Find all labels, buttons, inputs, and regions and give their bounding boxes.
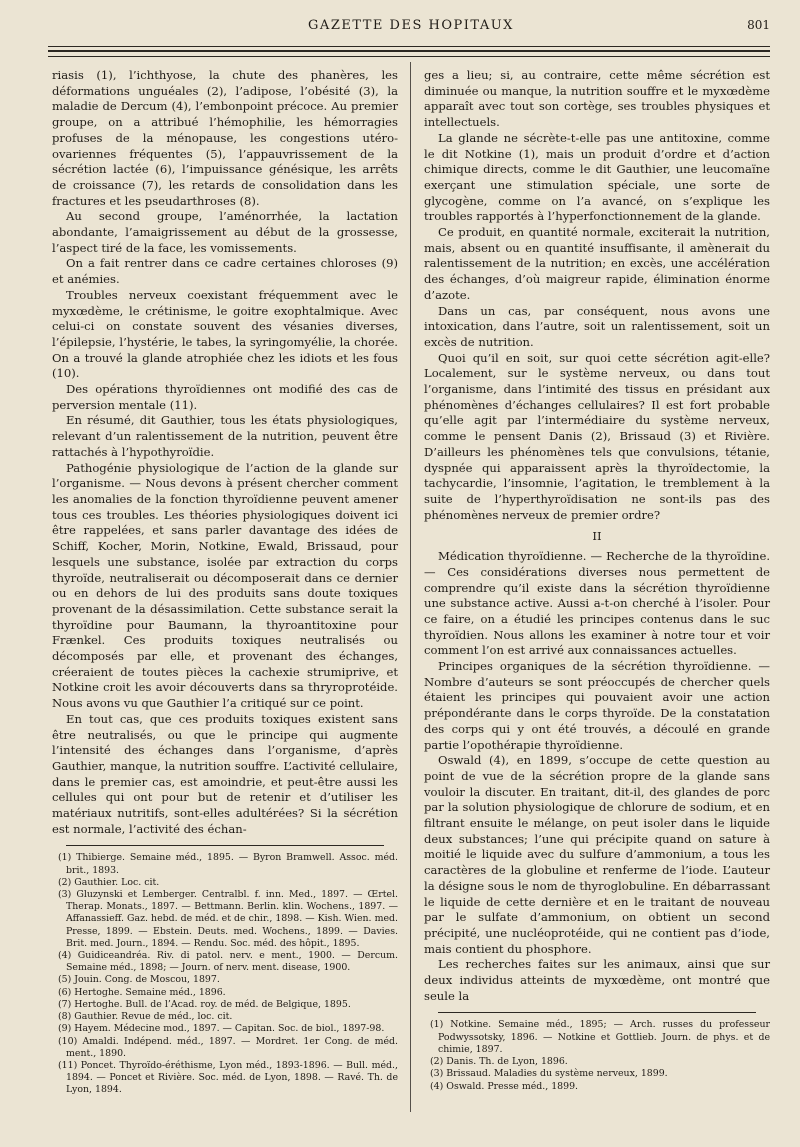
paragraph: En résumé, dit Gauthier, tous les états physiologiques, relevant d’un ralentissement de la nutrition, peuvent être rattachés à l’hypothyroïdie. xyxy=(52,413,398,459)
right-column xyxy=(424,68,770,1093)
paragraph: On a fait rentrer dans ce cadre certaines chloroses (9) et anémies. xyxy=(52,256,398,287)
footnote: (8) Gauthier. Revue de méd., loc. cit. xyxy=(58,1011,233,1023)
left-column xyxy=(52,68,398,1097)
column-separator xyxy=(410,62,411,1112)
footnote: (3) Gluzynski et Lemberger. Centralbl. f. inn. Med., 1897. — Œrtel. Therap. Monats., 1897. — Bettmann. Berlin. klin. Wochens., 1897. — Affanassieff. Gaz. hebd. de méd. et de chir., 1898. — Kish. Wien. med. Presse, 1899. — Ebstein. Deuts. med. Wochens., 1899. — Davies. Brit. med. Journ., 1894. — Rendu. Soc. méd. des hôpit., 1895. xyxy=(58,889,398,949)
section-number: II xyxy=(592,529,602,544)
paragraph: riasis (1), l’ichthyose, la chute des phanères, les déformations unguéales (2), l’adipose, l’obésité (3), la maladie de Dercum (4), l’embonpoint précoce. Au premier groupe, on a attribué l’hémophilie, les hémorragies profuses de la ménopause, les congestions utéro-ovariennes fréquentes (5), l’appauvrissement de la sécrétion lactée (6), l’impuissance génésique, les arrêts de croissance (7), les retards de consolidation dans les fractures et les pseudarthroses (8). xyxy=(52,68,398,208)
footnote: (1) Thibierge. Semaine méd., 1895. — Byron Bramwell. Assoc. méd. brit., 1893. xyxy=(58,852,398,876)
footnote: (4) Guidiceandréa. Riv. di patol. nerv. e ment., 1900. — Dercum. Semaine méd., 1898; — Journ. of nerv. ment. disease, 1900. xyxy=(58,950,398,974)
paragraph: Pathogénie physiologique de l’action de la glande sur l’organisme. — Nous devons à présent chercher comment les anomalies de la fonction thyroïdienne peuvent amener tous ces troubles. Les théories physiologiques doivent ici être rappelées, et sans parler davantage des idées de Schiff, Kocher, Morin, Notkine, Ewald, Brissaud, pour lesquels une substance, isolée par extraction du corps thyroïde, neutraliserait ou décomposerait dans ce dernier ou en dehors de lui des produits sans doute toxiques provenant de la désassimilation. Cette substance serait la thyroïdine pour Baumann, la thyroantitoxine pour Frænkel. Ces produits toxiques neutralisés ou décomposés par elle, et provenant des échanges, créeraient de toutes pièces la cachexie strumiprive, et Notkine croit les avoir découverts dans sa thryroprotéide. Nous avons vu que Gauthier l’a critiqué sur ce point. xyxy=(52,460,398,711)
paragraph: Dans un cas, par conséquent, nous avons une intoxication, dans l’autre, soit un ralentissement, soit un excès de nutrition. xyxy=(424,303,770,349)
footnote: (9) Hayem. Médecine mod., 1897. — Capitan. Soc. de biol., 1897-98. xyxy=(58,1023,385,1035)
footnote: (3) Brissaud. Maladies du système nerveux, 1899. xyxy=(430,1068,668,1080)
paragraph: ges a lieu; si, au contraire, cette même sécrétion est diminuée ou manque, la nutrition souffre et le myxœdème apparaît avec tout son cortège, ses troubles physiques et intellectuels. xyxy=(424,68,770,130)
footnote: (2) Danis. Th. de Lyon, 1896. xyxy=(430,1056,568,1068)
header-rule-thin xyxy=(48,46,770,47)
footnote: (7) Hertoghe. Bull. de l’Acad. roy. de méd. de Belgique, 1895. xyxy=(58,998,351,1010)
paragraph: Principes organiques de la sécrétion thyroïdienne. — Nombre d’auteurs se sont préoccupés de chercher quels étaient les principes qui pouvaient avoir une action prépondérante dans le corps thyroïde. De la constatation des corps qui y ont été trouvés, a découlé en grande partie l’opothérapie thyroïdienne. xyxy=(424,659,770,752)
footnote: (5) Jouin. Cong. de Moscou, 1897. xyxy=(58,974,220,986)
footnote: (1) Notkine. Semaine méd., 1895; — Arch. russes du professeur Podwyssotsky, 1896. — Notkine et Gottlieb. Journ. de phys. et de chimie, 1897. xyxy=(430,1019,770,1055)
footnote: (2) Gauthier. Loc. cit. xyxy=(58,876,160,888)
footnote: (10) Amaldi. Indépend. méd., 1897. — Mordret. 1er Cong. de méd. ment., 1890. xyxy=(58,1035,398,1059)
paragraph: En tout cas, que ces produits toxiques existent sans être neutralisés, ou que le principe qui augmente l’intensité des échanges dans l’organisme, d’après Gauthier, manque, la nutrition souffre. L’activité cellulaire, dans le premier cas, est amoindrie, et peut-être aussi les cellules qui ont pour but de retenir et d’utiliser les matériaux nutritifs, sont-elles adultérées? Si la sécrétion est normale, l’activité des échan- xyxy=(52,711,398,836)
paragraph: Médication thyroïdienne. — Recherche de la thyroïdine. — Ces considérations diverses nous permettent de comprendre qu’il existe dans la sécrétion thyroïdienne une substance active. Aussi a-t-on cherché à l’isoler. Pour ce faire, on a étudié les principes contenus dans le suc thyroïdien. Nous allons les examiner à notre tour et voir comment l’on est arrivé aux connaissances actuelles. xyxy=(424,549,770,658)
paragraph: Oswald (4), en 1899, s’occupe de cette question au point de vue de la sécrétion propre de la glande sans vouloir la discuter. En traitant, dit-il, des glandes de porc par la solution physiologique de chlorure de sodium, et en filtrant ensuite le mélange, on peut isoler dans le liquide deux substances; l’une qui précipite quand on sature à moitié le liquide avec du sulfure d’ammonium, a tous les caractères de la globuline et renferme de l’iode. L’auteur la désigne sous le nom de thyroglobuline. En débarrassant le liquide de cette dernière et en le traitant de nouveau par le sulfate d’ammonium, on obtient un second précipité, une nucléoprotéide, qui ne contient pas d’iode, mais contient du phosphore. xyxy=(424,753,770,956)
paragraph: Au second groupe, l’aménorrhée, la lactation abondante, l’amaigrissement au début de la grossesse, l’aspect tiré de la face, les vomissements. xyxy=(52,209,398,255)
page-number: 801 xyxy=(747,18,770,32)
paragraph: Ce produit, en quantité normale, exciterait la nutrition, mais, absent ou en quantité insuffisante, il amènerait du ralentissement de la nutrition; en excès, une accélération des échanges, d’où maigreur rapide, élimination énorme d’azote. xyxy=(424,225,770,302)
footnote: (6) Hertoghe. Semaine méd., 1896. xyxy=(58,986,226,998)
footnotes-left xyxy=(52,852,398,1096)
paragraph: Des opérations thyroïdiennes ont modifié des cas de perversion mentale (11). xyxy=(52,382,398,412)
paragraph: Troubles nerveux coexistant fréquemment avec le myxœdème, le crétinisme, le goitre exophtalmique. Avec celui-ci on constate souvent des vésanies diverses, l’épilepsie, l’hystérie, le tabes, la syringomyélie, la chorée. On a trouvé la glande atrophiée chez les idiots et les fous (10). xyxy=(52,287,398,381)
footnote: (4) Oswald. Presse méd., 1899. xyxy=(430,1080,579,1092)
footnote-rule xyxy=(438,1012,756,1013)
journal-title: GAZETTE DES HOPITAUX xyxy=(308,18,514,33)
paragraph: La glande ne sécrète-t-elle pas une antitoxine, comme le dit Notkine (1), mais un produit d’ordre et d’action chimique directs, comme le dit Gauthier, une leucomaïne exerçant une stimulation spéciale, une sorte de glycogène, comme on l’a avancé, on s’explique les troubles rapportés à l’hyperfonctionnement de la glande. xyxy=(424,130,770,224)
footnotes-right xyxy=(424,1019,770,1092)
page-header xyxy=(52,18,770,44)
paragraph: Les recherches faites sur les animaux, ainsi que sur deux individus atteints de myxœdème, ont montré que seule la xyxy=(424,957,770,1003)
footnote: (11) Poncet. Thyroïdo-éréthisme, Lyon méd., 1893-1896. — Bull. méd., 1894. — Poncet et Rivière. Soc. méd. de Lyon, 1898. — Ravé. Th. de Lyon, 1894. xyxy=(58,1059,398,1096)
header-rule-lower xyxy=(48,56,770,57)
footnote-rule xyxy=(66,845,384,846)
header-rule-thick xyxy=(48,50,770,52)
paragraph: Quoi qu’il en soit, sur quoi cette sécrétion agit-elle? Localement, sur le système nerveux, ou dans tout l’organisme, dans l’intimité des tissus en présidant aux phénomènes d’échanges cellulaires? Il est fort probable qu’elle agit par l’intermédiaire du système nerveux, comme le pensent Danis (2), Brissaud (3) et Rivière. D’ailleurs les phénomènes tels que convulsions, tétanie, dyspnée qui apparaissent après la thyroïdectomie, la tachycardie, l’insomnie, l’agitation, le tremblement à la suite de l’hyperthyroïdisation ne sont-ils pas des phénomènes nerveux de premier ordre? xyxy=(424,350,770,522)
